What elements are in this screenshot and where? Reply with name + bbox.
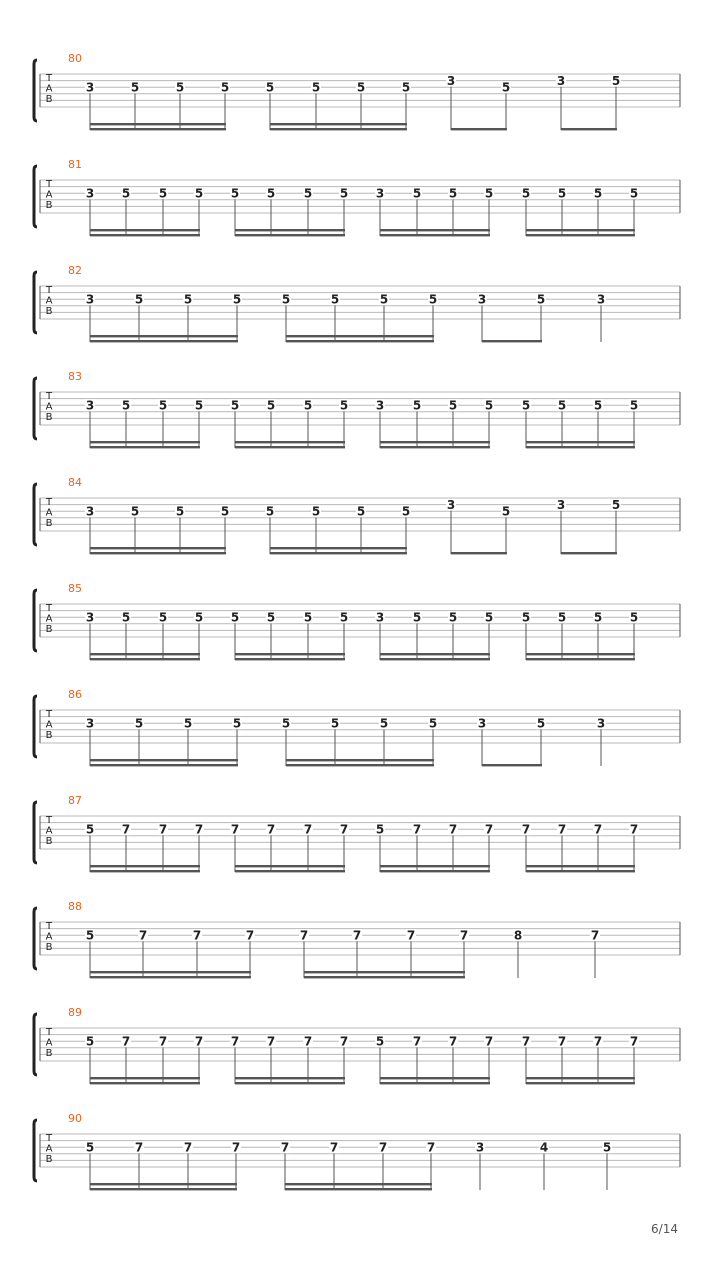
system-bracket [34,802,37,863]
fret-number: 3 [375,398,385,413]
fret-number: 3 [85,186,95,201]
fret-number: 5 [602,1140,612,1155]
fret-number: 5 [521,398,531,413]
fret-number: 5 [130,80,140,95]
note-beam [526,658,635,660]
tab-clef-letter: T [45,603,53,614]
note-beam [304,976,465,978]
system-bracket [34,1014,37,1075]
measure-number: 89 [68,1006,82,1019]
fret-number: 5 [557,610,567,625]
system-bracket [34,696,37,757]
note-beam [270,123,407,125]
fret-number: 3 [477,292,487,307]
fret-number: 3 [596,292,606,307]
measure-number: 90 [68,1112,82,1125]
fret-number: 7 [339,822,349,837]
fret-number: 7 [557,1034,567,1049]
fret-number: 7 [521,822,531,837]
fret-number: 5 [303,610,313,625]
note-beam [380,1077,490,1079]
fret-number: 4 [539,1140,549,1155]
fret-number: 7 [158,1034,168,1049]
fret-number: 7 [448,1034,458,1049]
fret-number: 7 [412,1034,422,1049]
fret-number: 7 [192,928,202,943]
system-bracket [34,484,37,545]
fret-number: 5 [194,398,204,413]
measure-number: 88 [68,900,82,913]
fret-number: 7 [231,1140,241,1155]
fret-number: 3 [85,716,95,731]
tab-clef-letter: B [45,412,53,423]
fret-number: 5 [412,398,422,413]
note-beam [380,446,490,448]
fret-number: 5 [121,398,131,413]
note-beam [286,335,434,337]
fret-number: 3 [477,716,487,731]
system-bracket [34,272,37,333]
fret-number: 7 [521,1034,531,1049]
tab-clef-letter: T [45,709,53,720]
fret-number: 3 [556,74,566,89]
fret-number: 5 [629,398,639,413]
fret-number: 7 [158,822,168,837]
system-bracket [34,378,37,439]
note-beam [90,446,200,448]
fret-number: 5 [220,504,230,519]
fret-number: 3 [85,80,95,95]
note-beam [235,1082,345,1084]
note-beam [90,1077,200,1079]
fret-number: 5 [448,186,458,201]
fret-number: 5 [266,610,276,625]
fret-number: 5 [536,292,546,307]
fret-number: 7 [484,1034,494,1049]
fret-number: 5 [85,928,95,943]
fret-number: 7 [484,822,494,837]
fret-number: 5 [85,1034,95,1049]
system-bracket [34,590,37,651]
fret-number: 3 [475,1140,485,1155]
fret-number: 5 [183,716,193,731]
note-beam [380,653,490,655]
fret-number: 5 [232,292,242,307]
fret-number: 7 [134,1140,144,1155]
fret-number: 5 [536,716,546,731]
fret-number: 7 [629,822,639,837]
fret-number: 5 [311,504,321,519]
note-beam [526,1077,635,1079]
note-beam [380,865,490,867]
tab-clef-letter: A [45,507,53,519]
fret-number: 5 [356,504,366,519]
fret-number: 5 [330,716,340,731]
page-number: 6/14 [651,1222,678,1236]
note-beam [526,653,635,655]
note-beam [90,547,226,549]
note-beam [270,547,407,549]
fret-number: 5 [130,504,140,519]
note-beam [90,229,200,231]
fret-number: 5 [158,610,168,625]
note-beam [304,971,465,973]
fret-number: 7 [557,822,567,837]
tab-clef-letter: B [45,1154,53,1165]
fret-number: 5 [281,716,291,731]
fret-number: 5 [557,398,567,413]
fret-number: 5 [134,292,144,307]
fret-number: 5 [330,292,340,307]
note-beam [526,446,635,448]
note-beam [90,123,226,125]
fret-number: 7 [329,1140,339,1155]
fret-number: 3 [85,504,95,519]
fret-number: 5 [611,498,621,513]
fret-number: 7 [194,822,204,837]
tab-clef-letter: A [45,613,53,625]
tab-clef-letter: B [45,200,53,211]
note-beam [235,653,345,655]
note-beam [235,441,345,443]
fret-number: 5 [356,80,366,95]
note-beam [90,865,200,867]
fret-number: 8 [513,928,523,943]
fret-number: 7 [593,822,603,837]
fret-number: 5 [85,1140,95,1155]
fret-number: 5 [183,292,193,307]
measure-number: 83 [68,370,82,383]
fret-number: 5 [220,80,230,95]
fret-number: 5 [85,822,95,837]
note-beam [235,865,345,867]
tab-clef-letter: T [45,497,53,508]
fret-number: 5 [281,292,291,307]
note-beam [90,234,200,236]
tab-clef-letter: B [45,1048,53,1059]
note-beam [286,759,434,761]
fret-number: 5 [448,610,458,625]
fret-number: 5 [194,186,204,201]
fret-number: 5 [611,74,621,89]
tab-clef-letter: T [45,1027,53,1038]
fret-number: 5 [266,186,276,201]
fret-number: 7 [230,822,240,837]
note-beam [526,870,635,872]
fret-number: 5 [501,80,511,95]
fret-number: 5 [629,610,639,625]
fret-number: 7 [194,1034,204,1049]
fret-number: 5 [175,504,185,519]
note-beam [526,441,635,443]
tab-clef-letter: B [45,942,53,953]
fret-number: 5 [121,186,131,201]
note-beam [90,1082,200,1084]
measure-number: 82 [68,264,82,277]
note-beam [526,234,635,236]
measure-number: 87 [68,794,82,807]
fret-number: 7 [303,822,313,837]
fret-number: 5 [303,398,313,413]
fret-number: 3 [85,398,95,413]
note-beam [90,976,251,978]
tab-clef-letter: B [45,624,53,635]
fret-number: 5 [412,186,422,201]
fret-number: 7 [121,822,131,837]
note-beam [286,340,434,342]
fret-number: 5 [194,610,204,625]
note-beam [451,552,507,554]
tab-clef-letter: A [45,825,53,837]
note-beam [90,870,200,872]
note-beam [235,1077,345,1079]
system-bracket [34,60,37,121]
note-beam [380,234,490,236]
measure-number: 84 [68,476,82,489]
fret-number: 5 [593,186,603,201]
fret-number: 7 [406,928,416,943]
tab-clef-letter: A [45,83,53,95]
note-beam [90,340,238,342]
fret-number: 7 [339,1034,349,1049]
fret-number: 7 [593,1034,603,1049]
fret-number: 7 [299,928,309,943]
note-beam [235,446,345,448]
note-beam [270,128,407,130]
fret-number: 5 [121,610,131,625]
note-beam [90,335,238,337]
fret-number: 7 [590,928,600,943]
fret-number: 5 [521,186,531,201]
fret-number: 5 [265,80,275,95]
fret-number: 5 [484,610,494,625]
fret-number: 5 [501,504,511,519]
fret-number: 3 [85,610,95,625]
tab-clef-letter: T [45,73,53,84]
tab-clef-letter: T [45,921,53,932]
measure-number: 86 [68,688,82,701]
fret-number: 5 [593,610,603,625]
note-beam [235,229,345,231]
fret-number: 5 [401,80,411,95]
fret-number: 3 [446,74,456,89]
fret-number: 7 [230,1034,240,1049]
fret-number: 5 [158,186,168,201]
note-beam [526,1082,635,1084]
fret-number: 7 [266,1034,276,1049]
fret-number: 7 [245,928,255,943]
fret-number: 7 [378,1140,388,1155]
fret-number: 5 [448,398,458,413]
note-beam [235,658,345,660]
fret-number: 5 [339,398,349,413]
tab-clef-letter: T [45,1133,53,1144]
note-beam [90,1183,237,1185]
note-beam [482,340,542,342]
fret-number: 5 [484,398,494,413]
fret-number: 5 [375,1034,385,1049]
fret-number: 7 [138,928,148,943]
note-beam [380,658,490,660]
tab-clef-letter: T [45,391,53,402]
tab-clef-letter: B [45,518,53,529]
tab-clef-letter: A [45,1143,53,1155]
note-beam [526,229,635,231]
fret-number: 5 [428,716,438,731]
note-beam [561,552,617,554]
note-beam [90,1188,237,1190]
fret-number: 7 [412,822,422,837]
fret-number: 3 [556,498,566,513]
fret-number: 5 [303,186,313,201]
fret-number: 7 [352,928,362,943]
fret-number: 5 [175,80,185,95]
fret-number: 5 [401,504,411,519]
fret-number: 5 [379,292,389,307]
note-beam [90,764,238,766]
tab-clef-letter: A [45,719,53,731]
fret-number: 5 [230,186,240,201]
fret-number: 5 [379,716,389,731]
system-bracket [34,1120,37,1181]
fret-number: 5 [339,610,349,625]
note-beam [235,870,345,872]
fret-number: 5 [593,398,603,413]
fret-number: 7 [448,822,458,837]
fret-number: 7 [121,1034,131,1049]
tab-clef-letter: A [45,189,53,201]
fret-number: 5 [158,398,168,413]
fret-number: 7 [183,1140,193,1155]
note-beam [380,229,490,231]
tab-clef-letter: A [45,1037,53,1049]
note-beam [380,1082,490,1084]
note-beam [90,653,200,655]
fret-number: 5 [266,398,276,413]
measure-number: 81 [68,158,82,171]
note-beam [380,441,490,443]
measure-number: 85 [68,582,82,595]
fret-number: 5 [521,610,531,625]
fret-number: 7 [303,1034,313,1049]
fret-number: 7 [280,1140,290,1155]
fret-number: 5 [557,186,567,201]
fret-number: 5 [311,80,321,95]
note-beam [90,552,226,554]
note-beam [526,865,635,867]
tab-clef-letter: B [45,730,53,741]
note-beam [285,1183,432,1185]
fret-number: 7 [459,928,469,943]
note-beam [90,128,226,130]
note-beam [235,234,345,236]
fret-number: 5 [428,292,438,307]
note-beam [286,764,434,766]
fret-number: 3 [596,716,606,731]
tab-clef-letter: T [45,815,53,826]
fret-number: 5 [134,716,144,731]
tab-clef-letter: A [45,401,53,413]
tab-clef-letter: B [45,94,53,105]
system-bracket [34,166,37,227]
fret-number: 5 [230,610,240,625]
fret-number: 5 [412,610,422,625]
note-beam [90,759,238,761]
tab-clef-letter: B [45,836,53,847]
note-beam [561,128,617,130]
fret-number: 3 [85,292,95,307]
fret-number: 5 [230,398,240,413]
fret-number: 3 [375,186,385,201]
fret-number: 7 [266,822,276,837]
fret-number: 3 [375,610,385,625]
fret-number: 5 [265,504,275,519]
note-beam [451,128,507,130]
tab-clef-letter: B [45,306,53,317]
note-beam [90,658,200,660]
system-bracket [34,908,37,969]
note-beam [270,552,407,554]
tab-clef-letter: T [45,285,53,296]
measure-number: 80 [68,52,82,65]
fret-number: 7 [629,1034,639,1049]
fret-number: 5 [375,822,385,837]
fret-number: 5 [339,186,349,201]
fret-number: 7 [426,1140,436,1155]
note-beam [90,971,251,973]
note-beam [482,764,542,766]
fret-number: 3 [446,498,456,513]
tab-clef-letter: A [45,931,53,943]
tab-clef-letter: T [45,179,53,190]
note-beam [380,870,490,872]
fret-number: 5 [484,186,494,201]
fret-number: 5 [629,186,639,201]
note-beam [285,1188,432,1190]
tab-clef-letter: A [45,295,53,307]
note-beam [90,441,200,443]
fret-number: 5 [232,716,242,731]
